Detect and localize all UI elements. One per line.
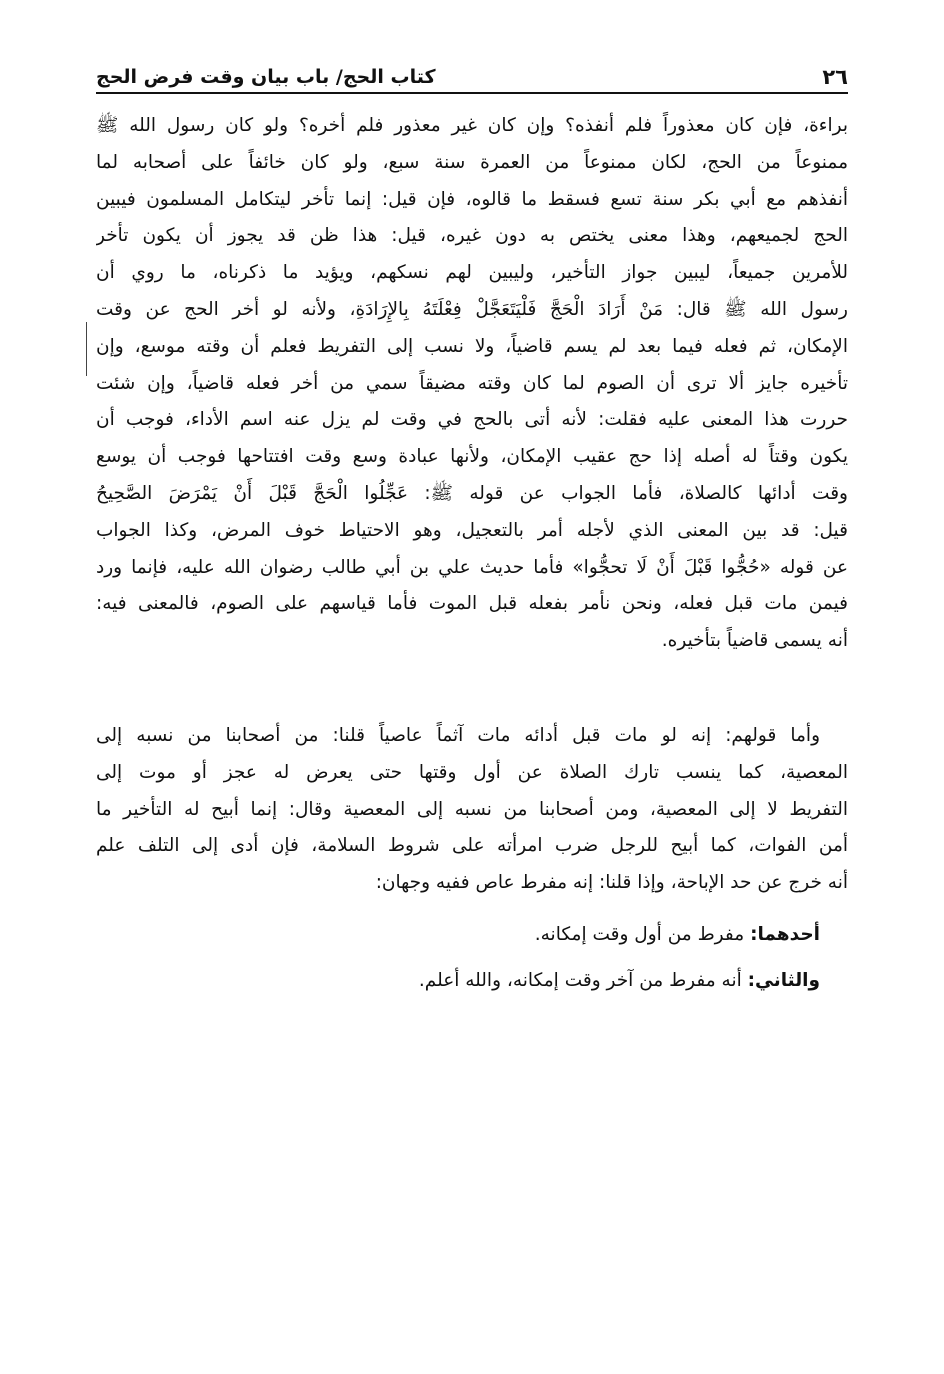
text-line: فيمن مات قبل فعله، ونحن نأمر بفعله قبل الموت فأما قياسهم على الصوم، فالمعنى فيه: (96, 593, 848, 615)
text-line: عن قوله «حُجُّوا قَبْلَ أَنْ لَا تحجُّوا» فأما حديث علي بن أبي طالب رضوان الله عليه، فإنما ورد (96, 556, 848, 578)
text-line: أنفذهم مع أبي بكر سنة تسع فسقط ما قالوه، فإن قيل: إنما تأخر ليتكامل المسلمون فيبين (96, 188, 848, 210)
text-line: تأخيره جايز ألا ترى أن الصوم لما كان وقته مضيقاً سمي من أخر فعله قاضياً، وإن شئت (96, 372, 848, 394)
text-line: المعصية، كما ينسب تارك الصلاة عن أول وقتها حتى يعرض له عجز أو موت إلى (96, 761, 848, 783)
text-line: براءة، فإن كان معذوراً فلم أنفذه؟ وإن كان غير معذور فلم أخره؟ ولو كان رسول الله ﷺ (96, 115, 848, 136)
text-line: أنه يسمى قاضياً بتأخيره. (661, 630, 848, 652)
margin-mark (86, 322, 87, 376)
text-line: حررت هذا المعنى عليه فقلت: لأنه أتى بالحج في وقت لم يزل عنه اسم الأداء، فوجب أن (96, 409, 848, 431)
text-line: أنه خرج عن حد الإباحة، وإذا قلنا: إنه مفرط عاص ففيه وجهان: (375, 872, 848, 894)
list-item (96, 912, 848, 958)
spacer (96, 902, 848, 912)
text-line: الإمكان، ثم فعله فيما بعد لم يسم قاضياً، ولا نسب إلى التفريط فعلم أن وقته موسع، وإن (96, 335, 848, 357)
item-text: أنه مفرط من آخر وقت إمكانه، والله أعلم. (418, 969, 742, 991)
item-label: والثاني: (747, 969, 820, 991)
text-line: وقت أدائها كالصلاة، فأما الجواب عن قوله ﷺ: عَجِّلُوا الْحَجَّ قَبْلَ أَنْ يَمْرَضَ الصَّحِيحُ (96, 482, 848, 504)
text-line: الحج لجميعهم، وهذا معنى يختص به دون غيره، قيل: هذا ظن قد يجوز أن يكون تأخر (96, 225, 848, 247)
paragraph-1 (96, 108, 848, 660)
running-title: كتاب الحج/ باب بيان وقت فرض الحج (96, 66, 436, 88)
page-number: ٢٦ (822, 65, 848, 89)
item-text: مفرط من أول وقت إمكانه. (534, 923, 745, 945)
text-line: قيل: قد بين المعنى الذي لأجله أمر بالتعجيل، وهو الاحتياط خوف المرض، وكذا الجواب (96, 519, 848, 541)
text-line: للأمرين جميعاً، ليبين جواز التأخير، وليبين لهم نسكهم، ويؤيد ما ذكرناه، ما روي أن (96, 262, 848, 284)
text-line: أمن الفوات، كما أبيح للرجل ضرب امرأته على شروط السلامة، فإن أدى إلى التلف علم (96, 835, 848, 857)
text-line: رسول الله ﷺ قال: مَنْ أَرَادَ الْحَجَّ فَلْيَتَعَجَّلْ فِعْلَتَهُ بِالإِرَادَةِ، ولأنه لو أخر الحج عن وقت (96, 298, 848, 320)
text-line: التفريط لا إلى المعصية، ومن أصحابنا من نسبه إلى المعصية وقال: إنما أبيح له التأخير ما (96, 798, 848, 820)
list-item (96, 958, 848, 1004)
page-header (96, 58, 848, 94)
text-line: ممنوعاً من الحج، لكان ممنوعاً من العمرة سنة سبع، ولو كان خائفاً على أصحابه لما (96, 151, 848, 173)
text-line: وأما قولهم: إنه لو مات قبل أدائه مات آثماً عاصياً قلنا: من أصحابنا من نسبه إلى (96, 725, 820, 746)
paragraph-2 (96, 718, 848, 1004)
text-line: يكون وقتاً له أصله إذا حج عقيب الإمكان، ولأنها عبادة وسع وقت افتتاحها فوجب أن يوسع (96, 446, 848, 468)
item-label: أحدهما: (750, 923, 820, 945)
